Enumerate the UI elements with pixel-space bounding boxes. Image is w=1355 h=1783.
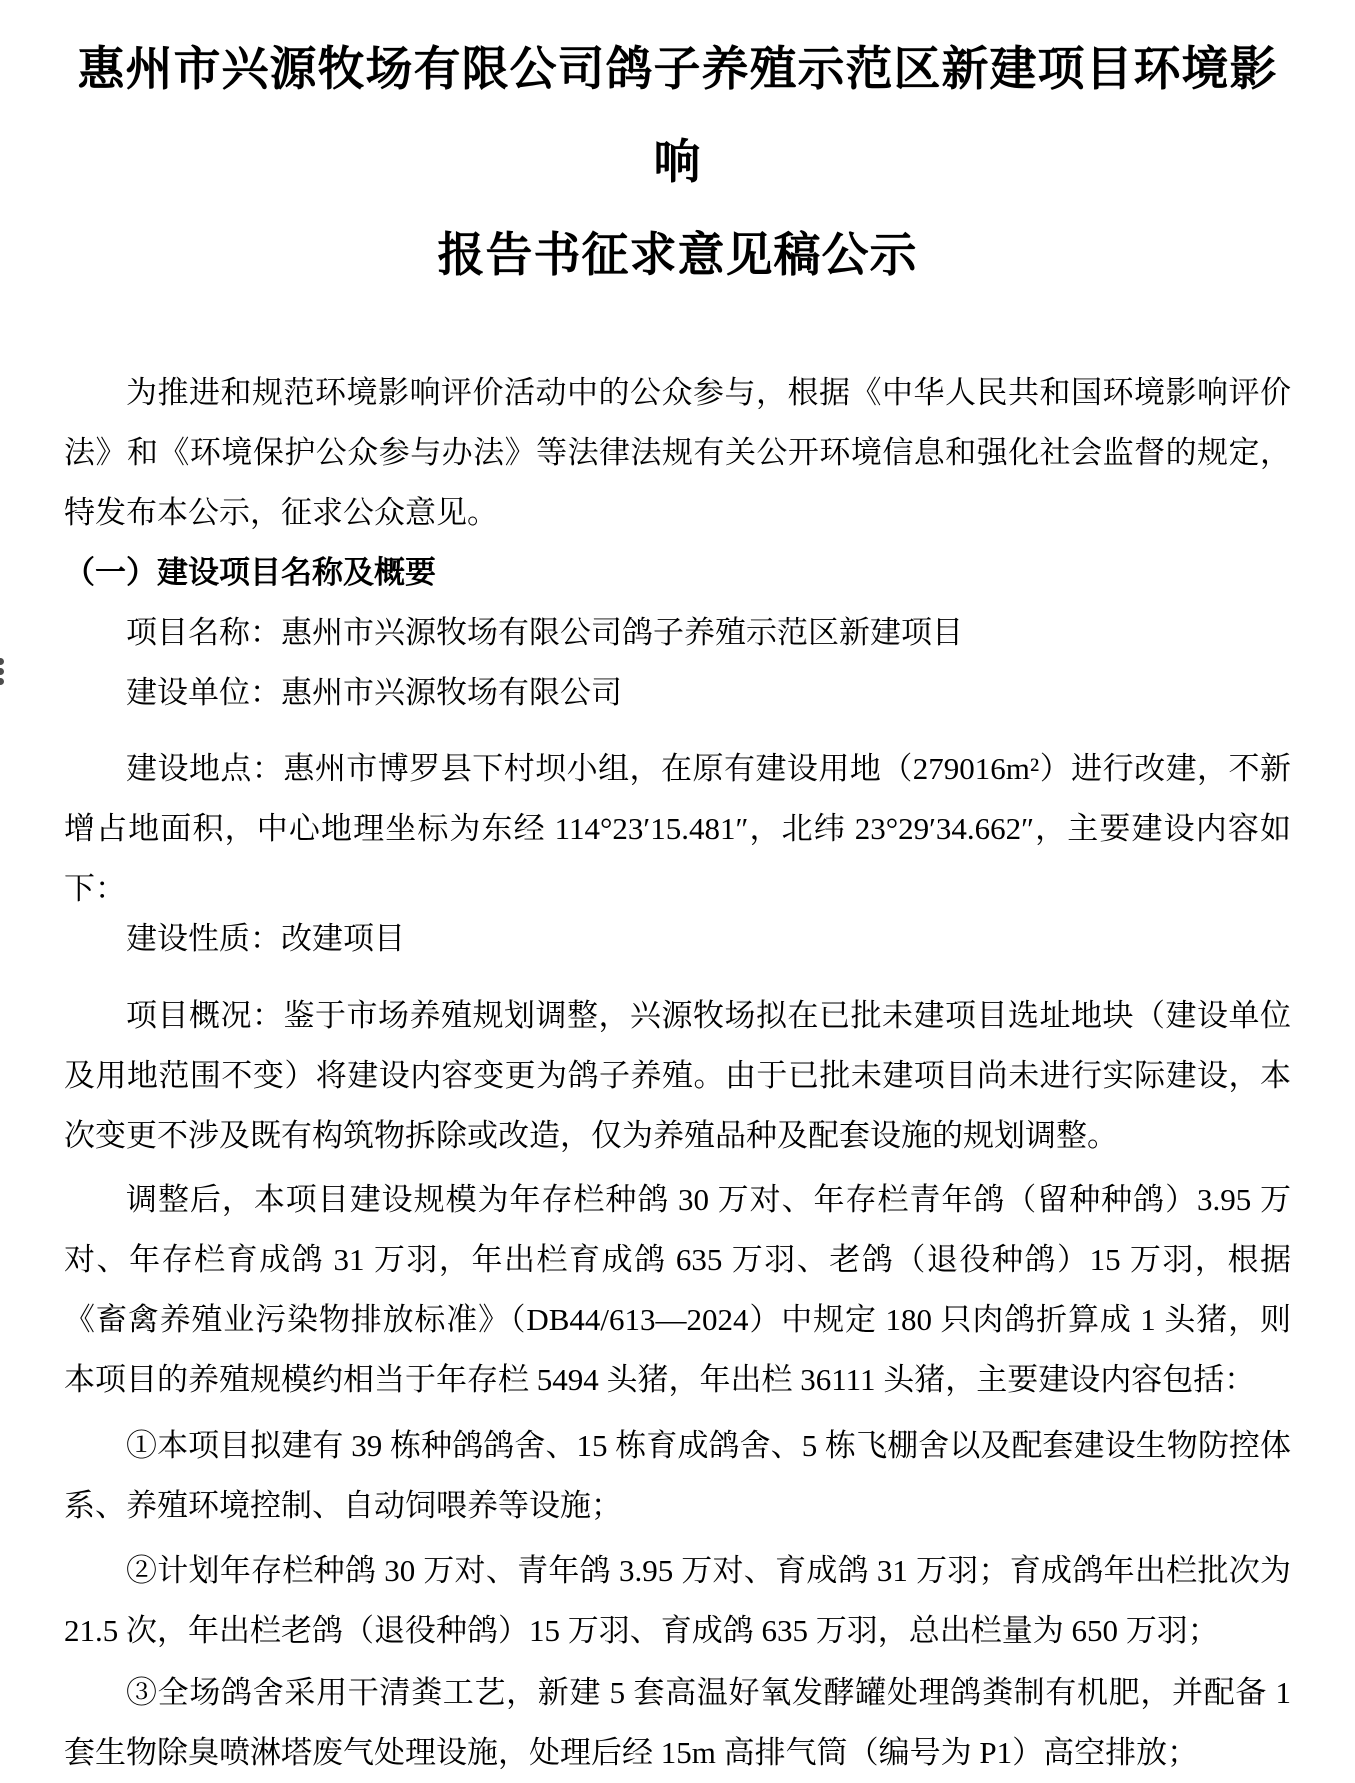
paragraph-item-2: ②计划年存栏种鸽 30 万对、青年鸽 3.95 万对、育成鸽 31 万羽；育成鸽年出栏批次为 21.5 次，年出栏老鸽（退役种鸽）15 万羽、育成鸽 635 万羽，总出栏量为 650 万羽； xyxy=(64,1553,1291,1648)
document-title-line-2: 报告书征求意见稿公示 xyxy=(437,228,918,281)
paragraph-construction-nature: 建设性质：改建项目 xyxy=(126,921,405,956)
paragraph-project-name: 项目名称：惠州市兴源牧场有限公司鸽子养殖示范区新建项目 xyxy=(126,615,963,650)
paragraph-construction-unit: 建设单位：惠州市兴源牧场有限公司 xyxy=(126,675,622,710)
vertical-ellipsis-handle[interactable] xyxy=(0,658,5,688)
handle-dot-icon xyxy=(0,668,4,675)
document-body xyxy=(64,363,1291,1783)
handle-dot-icon xyxy=(0,658,4,665)
paragraph-adjusted-scale: 调整后，本项目建设规模为年存栏种鸽 30 万对、年存栏青年鸽（留种种鸽）3.95 万对、年存栏育成鸽 31 万羽，年出栏育成鸽 635 万羽、老鸽（退役种鸽）15 万羽，根据《畜禽养殖业污染物排放标准》（DB44/613—2024）中规定 180 只肉鸽折算成 1 头猪，则本项目的养殖规模约相当于年存栏 5494 头猪，年出栏 36111 头猪，主要建设内容包括： xyxy=(64,1182,1291,1397)
paragraph-intro: 为推进和规范环境影响评价活动中的公众参与，根据《中华人民共和国环境影响评价法》和《环境保护公众参与办法》等法律法规有关公开环境信息和强化社会监督的规定，特发布本公示，征求公众意见。 xyxy=(64,375,1291,530)
section-heading-1: （一）建设项目名称及概要 xyxy=(64,555,436,590)
paragraph-item-3: ③全场鸽舍采用干清粪工艺，新建 5 套高温好氧发酵罐处理鸽粪制有机肥，并配备 1 套生物除臭喷淋塔废气处理设施，处理后经 15m 高排气筒（编号为 P1）高空排放； xyxy=(64,1675,1291,1770)
paragraph-construction-location: 建设地点：惠州市博罗县下村坝小组，在原有建设用地（279016m²）进行改建，不新增占地面积，中心地理坐标为东经 114°23′15.481″，北纬 23°29′34.662″，主要建设内容如下： xyxy=(64,751,1291,906)
document-title-line-1: 惠州市兴源牧场有限公司鸽子养殖示范区新建项目环境影响 xyxy=(77,42,1278,188)
paragraph-project-overview: 项目概况：鉴于市场养殖规划调整，兴源牧场拟在已批未建项目选址地块（建设单位及用地范围不变）将建设内容变更为鸽子养殖。由于已批未建项目尚未进行实际建设，本次变更不涉及既有构筑物拆除或改造，仅为养殖品种及配套设施的规划调整。 xyxy=(64,998,1291,1153)
paragraph-item-1: ①本项目拟建有 39 栋种鸽鸽舍、15 栋育成鸽舍、5 栋飞棚舍以及配套建设生物防控体系、养殖环境控制、自动饲喂养等设施； xyxy=(64,1428,1291,1523)
handle-dot-icon xyxy=(0,678,4,685)
document-title xyxy=(64,22,1291,301)
